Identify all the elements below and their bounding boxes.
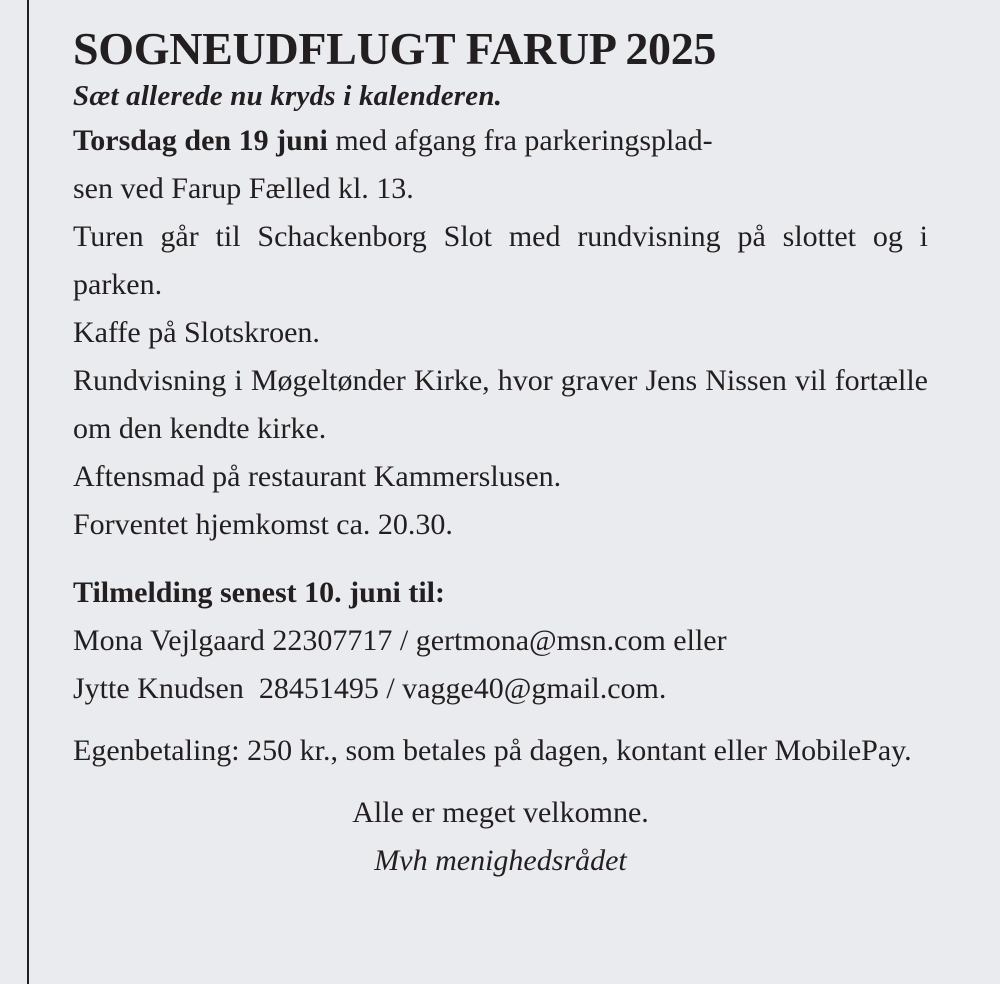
program-item-dinner: Aftensmad på restaurant Kammerslusen.: [73, 460, 562, 493]
program-item-church: Rundvisning i Møgeltønder Kirke, hvor graver Jens Nissen vil fortælle om den kendte kirke.: [73, 364, 928, 445]
registration-heading: Tilmelding senest 10. juni til:: [73, 576, 445, 609]
registration-contact-2: Jytte Knudsen 28451495 / vagge40@gmail.com.: [73, 672, 667, 705]
spacer: [73, 549, 928, 569]
departure-date: Torsdag den 19 juni: [73, 124, 328, 157]
spacer: [73, 775, 928, 789]
announcement-content: [73, 22, 928, 885]
subtitle: Sæt allerede nu kryds i kalenderen.: [73, 80, 503, 112]
departure-text-line-2: sen ved Farup Fælled kl. 13.: [73, 172, 414, 205]
welcome-text: Alle er meget velkomne.: [352, 796, 649, 829]
program-item-return: Forventet hjemkomst ca. 20.30.: [73, 508, 453, 541]
program-item-coffee: Kaffe på Slotskroen.: [73, 316, 320, 349]
signature: Mvh menighedsrådet: [374, 844, 627, 877]
departure-text-line-1: med afgang fra parkeringsplad-: [327, 124, 713, 157]
registration-contact-1: Mona Vejlgaard 22307717 / gertmona@msn.com eller: [73, 624, 727, 657]
payment-info: Egenbetaling: 250 kr., som betales på dagen, kontant eller MobilePay.: [73, 734, 912, 767]
program-item-castle: Turen går til Schackenborg Slot med rundvisning på slottet og i parken.: [73, 220, 928, 301]
departure-info: [73, 117, 928, 213]
page-title: SOGNEUDFLUGT FARUP 2025: [73, 23, 717, 74]
spacer: [73, 713, 928, 727]
left-border-rule: [27, 0, 29, 984]
